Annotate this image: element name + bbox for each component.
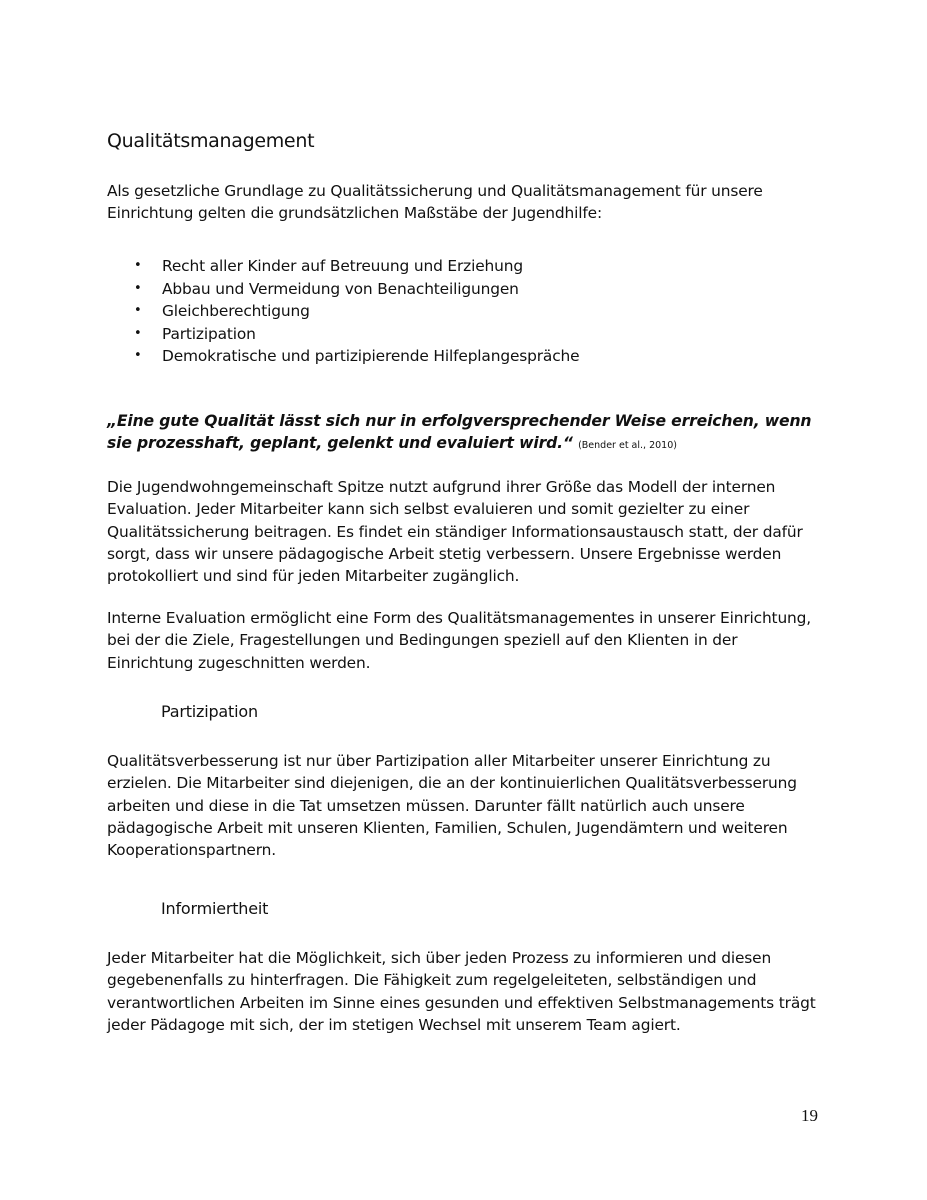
list-item-text: Partizipation	[162, 324, 256, 343]
quote-text: „Eine gute Qualität lässt sich nur in erfolgversprechender Weise erreichen, wenn sie prozesshaft, geplant, gelenkt und evaluiert wird.“	[107, 412, 812, 452]
list-item	[107, 323, 579, 346]
partizipation-paragraph: Qualitätsverbesserung ist nur über Partizipation aller Mitarbeiter unserer Einrichtung zu erzielen. Die Mitarbeiter sind diejenigen, die an der kontinuierlichen Qualitätsverbesserung arbeiten und diese in die Tat umsetzen müssen. Darunter fällt natürlich auch unsere pädagogische Arbeit mit unseren Klienten, Familien, Schulen, Jugendämtern und weiteren Kooperationspartnern.	[107, 752, 797, 860]
internal-evaluation-paragraph: Interne Evaluation ermöglicht eine Form des Qualitätsmanagementes in unserer Einrichtung, bei der die Ziele, Fragestellungen und Bedingungen speziell auf den Klienten in der Einrichtung zugeschnitten werden.	[107, 609, 812, 672]
list-item	[107, 278, 579, 301]
list-item	[107, 255, 579, 278]
list-item	[107, 345, 579, 368]
bullet-icon: •	[134, 258, 142, 273]
intro-paragraph: Als gesetzliche Grundlage zu Qualitätssicherung und Qualitätsmanagement für unsere Einrichtung gelten die grundsätzlichen Maßstäbe der Jugendhilfe:	[107, 182, 763, 223]
quote-citation: (Bender et al., 2010)	[578, 440, 677, 451]
bullet-icon: •	[134, 325, 142, 341]
section-heading-partizipation: Partizipation	[161, 702, 258, 721]
bullet-icon: •	[134, 280, 142, 296]
list-item-text: Recht aller Kinder auf Betreuung und Erziehung	[162, 257, 523, 275]
list-item-text: Abbau und Vermeidung von Benachteiligungen	[162, 279, 519, 298]
evaluation-paragraph: Die Jugendwohngemeinschaft Spitze nutzt aufgrund ihrer Größe das Modell der internen Evaluation. Jeder Mitarbeiter kann sich selbst evaluieren und somit gezielter zu einer Qualitätssicherung beitragen. Es findet ein ständiger Informationsaustausch statt, der dafür sorgt, dass wir unsere pädagogische Arbeit stetig verbessern. Unsere Ergebnisse werden protokolliert und sind für jeden Mitarbeiter zugänglich.	[107, 478, 803, 586]
list-item	[107, 300, 579, 323]
quote	[107, 410, 822, 457]
list-item-text: Gleichberechtigung	[162, 302, 310, 321]
principles-list	[107, 255, 579, 368]
page-title: Qualitätsmanagement	[107, 130, 315, 152]
informiertheit-paragraph: Jeder Mitarbeiter hat die Möglichkeit, sich über jeden Prozess zu informieren und diesen gegebenenfalls zu hinterfragen. Die Fähigkeit zum regelgeleiteten, selbständigen und verantwortlichen Arbeiten im Sinne eines gesunden und effektiven Selbstmanagements trägt jeder Pädagoge mit sich, der im stetigen Wechsel mit unserem Team agiert.	[107, 949, 816, 1034]
page-number: 19	[801, 1106, 818, 1125]
bullet-icon: •	[134, 303, 142, 319]
bullet-icon: •	[134, 348, 142, 364]
section-heading-informiertheit: Informiertheit	[161, 899, 269, 918]
list-item-text: Demokratische und partizipierende Hilfeplangespräche	[162, 347, 580, 366]
